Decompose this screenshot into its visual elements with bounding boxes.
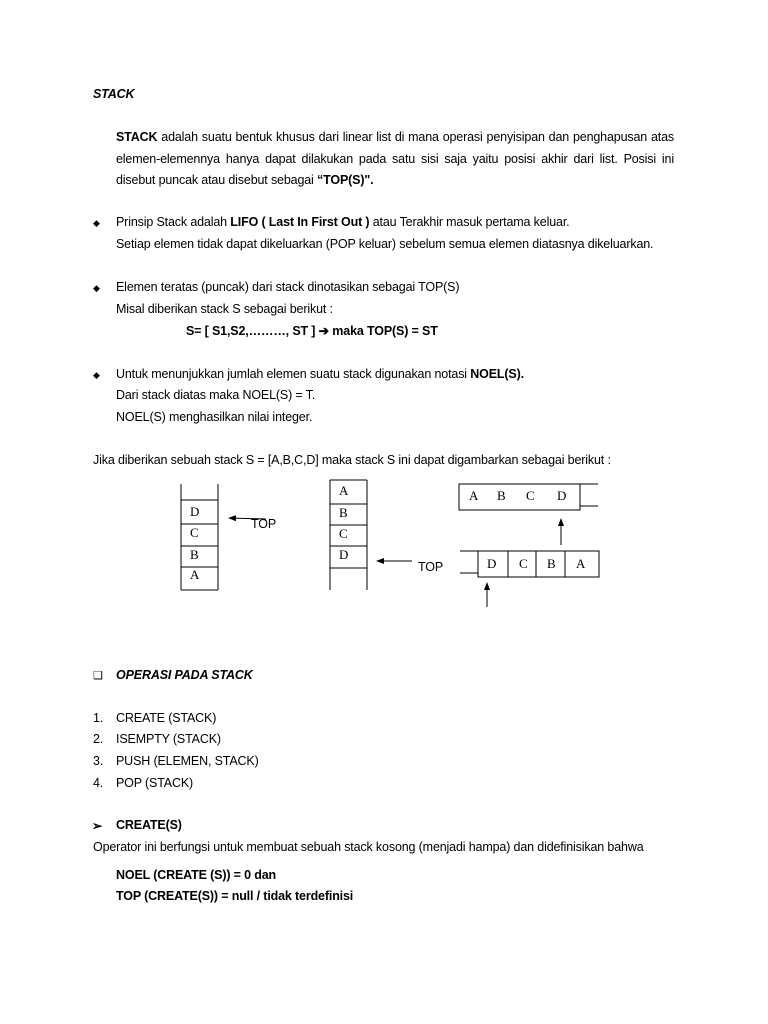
lifo-line2: Setiap elemen tidak dapat dikeluarkan (POP keluar) sebelum semua elemen diatasnya dikeluarkan.: [116, 237, 654, 251]
intro-emph: “TOP(S)".: [317, 173, 374, 187]
queue-top-cell: C: [526, 488, 535, 503]
arrow-right-icon: ➔: [318, 324, 329, 338]
formula-left: S= [ S1,S2,………, ST ]: [186, 324, 319, 338]
top-label: TOP: [251, 517, 277, 531]
list-item: POP (STACK): [116, 776, 194, 790]
list-item-number: 1.: [93, 711, 104, 725]
lifo-suffix: atau Terakhir masuk pertama keluar.: [369, 215, 570, 229]
stack2-cell: A: [339, 483, 349, 498]
stack2-cell: C: [339, 526, 348, 541]
list-item: ISEMPTY (STACK): [116, 732, 221, 746]
stack1-cell: C: [190, 525, 199, 540]
noel-line3: NOEL(S) menghasilkan nilai integer.: [116, 410, 313, 424]
queue-top-cell: D: [557, 488, 567, 503]
operations-heading: OPERASI PADA STACK: [116, 668, 253, 682]
list-item-number: 2.: [93, 732, 104, 746]
formula-right: maka TOP(S) = ST: [328, 324, 438, 338]
top-line1: Elemen teratas (puncak) dari stack dinotasikan sebagai TOP(S): [116, 280, 460, 294]
list-item: CREATE (STACK): [116, 711, 217, 725]
queue-top-cell: B: [497, 488, 506, 503]
stack2-cell: B: [339, 505, 348, 520]
queue-bottom-cell: D: [487, 556, 497, 571]
lifo-prefix: Prinsip Stack adalah: [116, 215, 231, 229]
bullet-icon: ◆: [93, 283, 100, 293]
stack1-outline: [181, 484, 218, 590]
top-label: TOP: [418, 560, 444, 574]
queue-bottom-cell: A: [576, 556, 586, 571]
bullet-icon: ◆: [93, 218, 100, 228]
queue-top-cell: A: [469, 488, 479, 503]
create-description: Operator ini berfungsi untuk membuat sebuah stack kosong (menjadi hampa) dan didefinisikan bahwa: [93, 840, 644, 854]
stack1-cell: B: [190, 547, 199, 562]
intro-term: STACK: [116, 130, 158, 144]
intro-text: adalah suatu bentuk khusus dari linear list di mana operasi penyisipan dan penghapusan atas elemen-elemennya hanya dapat dilakukan pada satu sisi saja yaitu posisi akhir dari list. Posisi ini disebut puncak atau disebut sebagai: [116, 130, 674, 187]
stack1-cell: A: [190, 567, 200, 582]
page-title: STACK: [93, 87, 135, 101]
noel-bold: NOEL(S).: [470, 367, 524, 381]
stack2-outline: [330, 480, 367, 590]
create-rule2: TOP (CREATE(S)) = null / tidak terdefinisi: [116, 889, 354, 903]
queue-bottom-cell: C: [519, 556, 528, 571]
create-heading: CREATE(S): [116, 818, 182, 832]
noel-line2: Dari stack diatas maka NOEL(S) = T.: [116, 388, 316, 402]
noel-prefix: Untuk menunjukkan jumlah elemen suatu stack digunakan notasi: [116, 367, 471, 381]
arrow-bullet-icon: ➢: [92, 819, 103, 833]
example-sentence: Jika diberikan sebuah stack S = [A,B,C,D] maka stack S ini dapat digambarkan sebagai berikut :: [93, 453, 611, 467]
bullet-icon: ◆: [93, 370, 100, 380]
queue-bottom-cell: B: [547, 556, 556, 571]
list-item-number: 3.: [93, 754, 104, 768]
stack1-cell: D: [190, 504, 200, 519]
lifo-bold: LIFO ( Last In First Out ): [230, 215, 370, 229]
checkbox-icon: ❑: [93, 670, 103, 682]
list-item-number: 4.: [93, 776, 104, 790]
create-rule1: NOEL (CREATE (S)) = 0 dan: [116, 868, 277, 882]
top-line2: Misal diberikan stack S sebagai berikut :: [116, 302, 333, 316]
list-item: PUSH (ELEMEN, STACK): [116, 754, 259, 768]
stack2-cell: D: [339, 547, 349, 562]
